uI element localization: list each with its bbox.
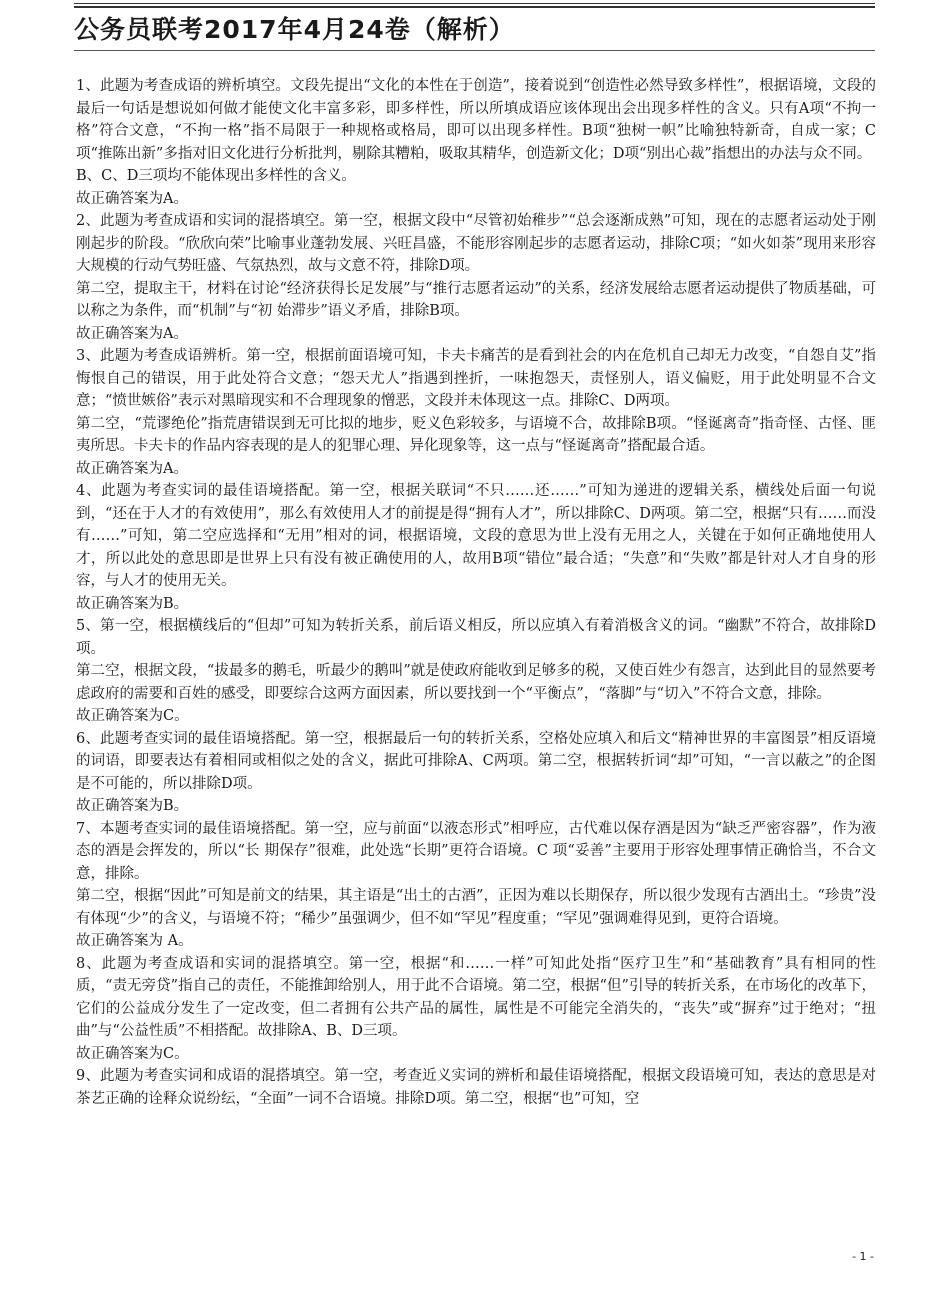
paragraph: 4、此题为考查实词的最佳语境搭配。第一空，根据关联词“不只……还……”可知为递进的逻辑关系，横线处后面一句说到，“还在于人才的有效使用”，那么有效使用人才的前提是得“拥有人才”，所以排除C、D两项。第二空，根据“只有……而没有……”可知，第二空应选择和“无用”相对的词，根据语境，文段的意思为世上没有无用之人，关键在于如何正确地使用人才，所以此处的意思即是世界上只有没有被正确使用的人，故用B项“错位”最合适；“失意”和“失败”都是针对人才自身的形容，与人才的使用无关。	[76, 483, 876, 589]
paragraph: 故正确答案为C。	[76, 1045, 189, 1062]
document-title: 公务员联考2017年4月24卷（解析）	[74, 15, 515, 44]
paragraph: 第二空，提取主干，材料在讨论“经济获得长足发展”与“推行志愿者运动”的关系，经济发展给志愿者运动提供了物质基础，可以称之为条件，而“机制”与“初 始滞步”语义矛盾，排除B项。	[76, 280, 876, 319]
paragraph: 故正确答案为A。	[76, 190, 188, 207]
paragraph: 6、此题考查实词的最佳语境搭配。第一空，根据最后一句的转折关系，空格处应填入和后文“精神世界的丰富图景”相反语境的词语，即要表达有着相同或相似之处的含义，据此可排除A、C两项。第二空，根据转折词“却”可知，“一言以蔽之”的企图是不可能的，所以排除D项。	[76, 730, 876, 792]
paragraph: 1、此题为考查成语的辨析填空。文段先提出“文化的本性在于创造”，接着说到“创造性必然导致多样性”，根据语境，文段的最后一句话是想说如何做才能使文化丰富多彩，即多样性，所以所填成语应该体现出会出现多样性的含义。只有A项“不拘一格”符合文意，“不拘一格”指不局限于一种规格或格局，即可以出现多样性。B项“独树一帜”比喻独特新奇，自成一家；C项“推陈出新”多指对旧文化进行分析批判，剔除其糟粕，吸取其精华，创造新文化；D项“别出心裁”指想出的办法与众不同。	[76, 78, 876, 162]
paragraph: 故正确答案为B。	[76, 798, 189, 814]
header-rule-top	[74, 3, 875, 4]
paragraph: 9、此题为考查实词和成语的混搭填空。第一空，考查近义实词的辨析和最佳语境搭配，根据文段语境可知，表达的意思是对茶艺正确的诠释众说纷纭，“全面”一词不合语境。排除D项。第二空，根据“也”可知，空	[76, 1068, 876, 1107]
paragraph: 故正确答案为C。	[76, 708, 189, 724]
paragraph: 第二空，“荒谬绝伦”指荒唐错误到无可比拟的地步，贬义色彩较多，与语境不合，故排除B项。“怪诞离奇”指奇怪、古怪、匪夷所思。卡夫卡的作品内容表现的是人的犯罪心理、异化现象等，这一点与“怪诞离奇”搭配最合适。	[76, 415, 876, 454]
paragraph: 5、第一空，根据横线后的“但却”可知为转折关系，前后语义相反，所以应填入有着消极含义的词。“幽默”不符合，故排除D项。	[76, 618, 876, 657]
paragraph: 3、此题为考查成语辨析。第一空，根据前面语境可知，卡夫卡痛苦的是看到社会的内在危机自己却无力改变，“自怨自艾”指悔恨自己的错误，用于此处符合文意；“怨天尤人”指遇到挫折，一味抱怨天，责怪别人，语义偏贬，用于此处明显不合文意；“愤世嫉俗”表示对黑暗现实和不合理现象的憎恶，文段并未体现这一点。排除C、D两项。	[76, 348, 876, 409]
paragraph: 8、此题为考查成语和实词的混搭填空。第一空，根据“和……一样”可知此处指“医疗卫生”和“基础教育”具有相同的性质，“责无旁贷”指自己的责任，不能推卸给别人，用于此不合语境。第二空，根据“但”引导的转折关系，在市场化的改革下，它们的公益成分发生了一定改变，但二者拥有公共产品的属性，属性是不可能完全消失的，“丧失”或“摒弃”过于绝对；“扭曲”与“公益性质”不相搭配。故排除A、B、D三项。	[76, 955, 876, 1039]
paragraph: 2、此题为考查成语和实词的混搭填空。第一空，根据文段中“尽管初始稚步”“总会逐渐成熟”可知，现在的志愿者运动处于刚刚起步的阶段。“欣欣向荣”比喻事业蓬勃发展、兴旺昌盛，不能形容刚起步的志愿者运动，排除C项；“如火如荼”现用来形容大规模的行动气势旺盛、气氛热烈，故与文意不符，排除D项。	[76, 213, 876, 274]
paragraph: 故正确答案为B。	[76, 595, 189, 612]
paragraph: 故正确答案为 A。	[76, 933, 193, 949]
paragraph: 第二空，根据文段，“拔最多的鹅毛，听最少的鹅叫”就是使政府能收到足够多的税，又使百姓少有怨言，达到此目的显然要考虑政府的需要和百姓的感受，即要综合这两方面因素，所以要找到一个“平衡点”，“落脚”与“切入”不符合文意，排除。	[76, 663, 876, 702]
paragraph: 故正确答案为A。	[76, 460, 188, 477]
document-body	[76, 75, 876, 1110]
title-rule	[74, 50, 875, 51]
page-number: - 1 -	[852, 1250, 874, 1263]
paragraph: 故正确答案为A。	[76, 325, 188, 342]
paragraph: 7、本题考查实词的最佳语境搭配。第一空，应与前面“以液态形式”相呼应，古代难以保存酒是因为“缺乏严密容器”，作为液态的酒是会挥发的，所以“长 期保存”很难，此处选“长期”更符合语境。C 项“妥善”主要用于形容处理事情正确恰当，不合文意，排除。	[76, 820, 876, 882]
paragraph: B、C、D三项均不能体现出多样性的含义。	[76, 168, 356, 184]
header-rule-thick	[74, 6, 875, 8]
paragraph: 第二空，根据“因此”可知是前文的结果，其主语是“出土的古酒”，正因为难以长期保存，所以很少发现有古酒出土。“珍贵”没有体现“少”的含义，与语境不符；“稀少”虽强调少，但不如“罕见”程度重；“罕见”强调难得见到，更符合语境。	[76, 888, 876, 927]
